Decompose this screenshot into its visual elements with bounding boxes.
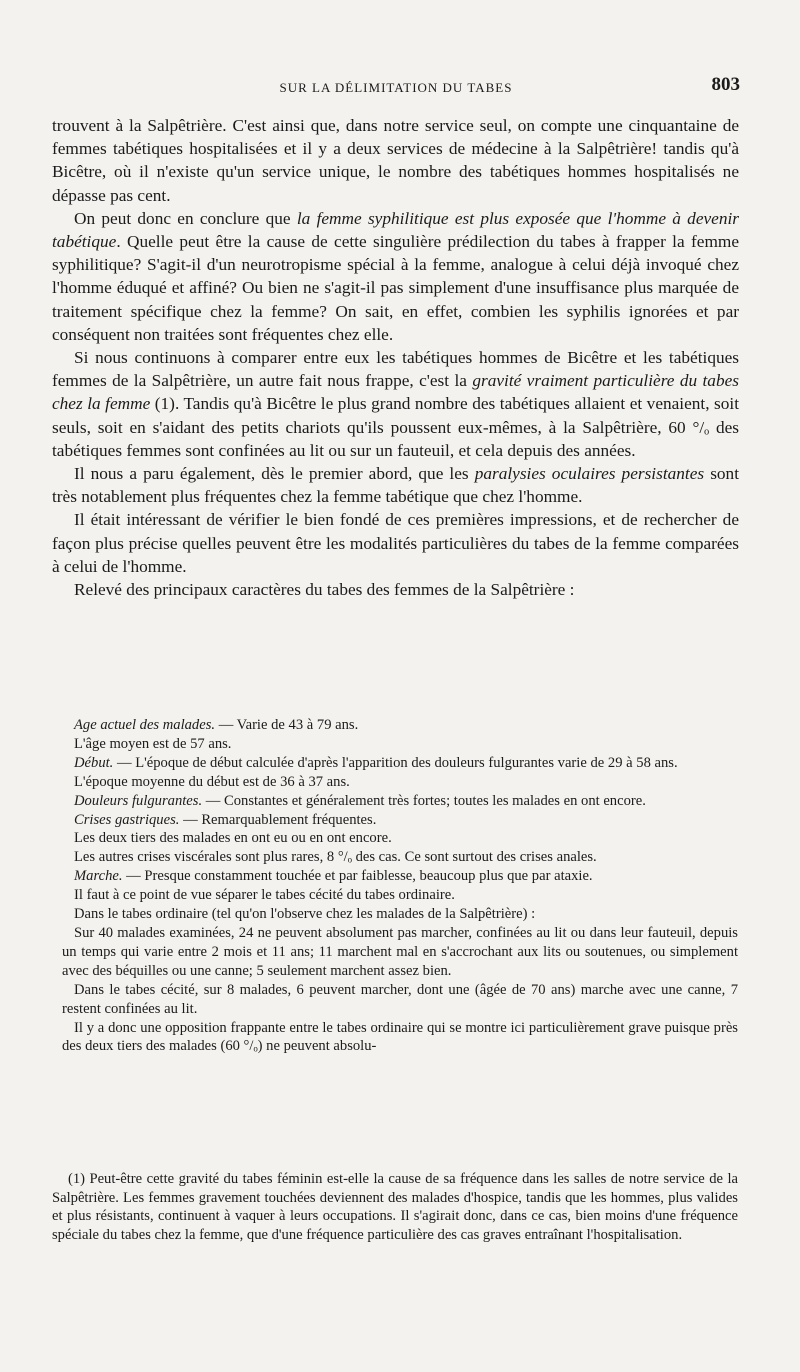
list-item-marche-3: Dans le tabes ordinaire (tel qu'on l'observe chez les malades de la Salpêtrière) :: [74, 906, 536, 923]
footnote: [52, 1170, 738, 1244]
list-item-age-mean: L'âge moyen est de 57 ans.: [74, 735, 232, 752]
running-head: [52, 74, 740, 104]
paragraph-2-end: . Quelle peut être la cause de cette singulière prédilection du tabes à frapper la femme syphilitique? S'agit-il d'un neurotropisme spécial à la femme, analogue à celui déjà invoqué chez l'homme éduqué et affiné? Ou bien ne s'agit-il pas simplement d'une insuffisance plus marquée de traitement spécifique chez la femme? On sait, en effet, combien les syphilis ignorées et par conséquent non traitées sont fréquentes chez elle.: [52, 232, 739, 344]
list-item-douleurs: [62, 792, 738, 811]
paragraph-2-start: On peut donc en conclure que: [74, 208, 291, 228]
paragraph-5: Il était intéressant de vérifier le bien fondé de ces premières impressions, et de rechercher de façon plus précise quelles peuvent être les modalités particulières du tabes de la femme comparées à celui de l'homme.: [52, 510, 739, 576]
list-text-age: — Varie de 43 à 79 ans.: [215, 717, 359, 733]
list-label-marche: Marche.: [74, 868, 123, 885]
paragraph-4: [52, 462, 739, 508]
list-label-crises: Crises gastriques.: [74, 811, 180, 828]
list-label-debut: Début.: [74, 754, 114, 771]
list-item-marche-4: Sur 40 malades examinées, 24 ne peuvent absolument pas marcher, confinées au lit ou dans leur fauteuil, depuis un temps qui varie entre 2 mois et 11 ans; 11 marchent mal en s'accrochant aux lits ou soutenues, ou simplement avec des béquilles ou une canne; 5 seulement marchent assez bien.: [62, 924, 738, 979]
main-text: [52, 114, 739, 601]
paragraph-3-start: Si nous continuons à comparer entre eux les tabétiques hommes de Bicêtre et les tabétiques femmes de la Salpêtrière, un autre fait nous frappe, c'est la: [52, 348, 739, 391]
list-item-debut-mean: L'époque moyenne du début est de 36 à 37 ans.: [74, 773, 350, 790]
list-item-crises: [62, 811, 738, 830]
list-label-age: Age actuel des malades.: [74, 717, 216, 733]
list-item-debut: [62, 754, 738, 773]
list-label-douleurs: Douleurs fulgurantes.: [74, 792, 203, 809]
paragraph-1: trouvent à la Salpêtrière. C'est ainsi que, dans notre service seul, on compte une cinquantaine de femmes tabétiques hospitalisées et il y a deux services de médecine à la Salpêtrière! tandis qu'à Bicêtre, où il n'existe qu'un service unique, le nombre des tabétiques hommes hospitalisés ne dépasse pas cent.: [52, 116, 739, 205]
list-item-marche-2: Il faut à ce point de vue séparer le tabes cécité du tabes ordinaire.: [74, 887, 455, 904]
paragraph-4-start: Il nous a paru également, dès le premier abord, que les: [74, 464, 469, 484]
paragraph-2: [52, 207, 739, 346]
list-text-crises: — Remarquablement fréquentes.: [179, 811, 377, 828]
list-text-douleurs: — Constantes et généralement très fortes; toutes les malades en ont encore.: [202, 792, 646, 809]
paragraph-4-end: sont très notablement plus fréquentes chez la femme tabétique que chez l'homme.: [52, 464, 739, 507]
footnote-text: (1) Peut-être cette gravité du tabes féminin est-elle la cause de sa fréquence dans les salles de notre service de la Salpêtrière. Les femmes gravement touchées deviennent des malades d'hospice, tandis que les hommes, plus valides et plus résistants, continuent à vaquer à leurs occupations. Il s'agirait donc, dans ce cas, bien moins d'une fréquence spéciale du tabes chez la femme, que d'une fréquence particulière des cas graves entraînant l'hospitalisation.: [52, 1171, 738, 1243]
paragraph-3: [52, 346, 739, 462]
paragraph-3-emphasis: gravité vraiment particulière du tabes chez la femme: [52, 371, 739, 414]
list-item-crises-3: Les autres crises viscérales sont plus rares, 8 °/ₒ des cas. Ce sont surtout des crises anales.: [74, 849, 597, 866]
list-item-marche-5: Dans le tabes cécité, sur 8 malades, 6 peuvent marcher, dont une (âgée de 70 ans) marche avec une canne, 7 restent confinées au lit.: [62, 981, 738, 1017]
list-item-marche: [62, 867, 738, 886]
list-item-marche-6: Il y a donc une opposition frappante entre le tabes ordinaire qui se montre ici particulièrement grave puisque près des deux tiers des malades (60 °/ₒ) ne peuvent absolu-: [62, 1019, 738, 1055]
list-item-crises-2: Les deux tiers des malades en ont eu ou en ont encore.: [74, 830, 392, 847]
paragraph-2-emphasis: la femme syphilitique est plus exposée que l'homme à devenir tabétique: [52, 208, 739, 252]
characteristics-list: [62, 716, 738, 1056]
list-text-marche: — Presque constamment touchée et par faiblesse, beaucoup plus que par ataxie.: [122, 868, 593, 885]
paragraph-6: Relevé des principaux caractères du tabes des femmes de la Salpêtrière :: [74, 580, 575, 600]
paragraph-3-end: (1). Tandis qu'à Bicêtre le plus grand nombre des tabétiques allaient et venaient, soit seuls, soit en s'aidant des petits chariots qu'ils poussent eux-mêmes, à la Salpêtrière, 60 °/ₒ des tabétiques femmes sont confinées au lit ou sur un fauteuil, et cela depuis des années.: [52, 394, 740, 460]
list-text-debut: — L'époque de début calculée d'après l'apparition des douleurs fulgurantes varie de 29 à 58 ans.: [113, 754, 678, 771]
running-title: SUR LA DÉLIMITATION DU TABES: [279, 80, 513, 95]
page-number: 803: [711, 74, 740, 95]
list-item-age: [62, 716, 738, 735]
paragraph-4-emphasis: paralysies oculaires persistantes: [474, 464, 705, 484]
